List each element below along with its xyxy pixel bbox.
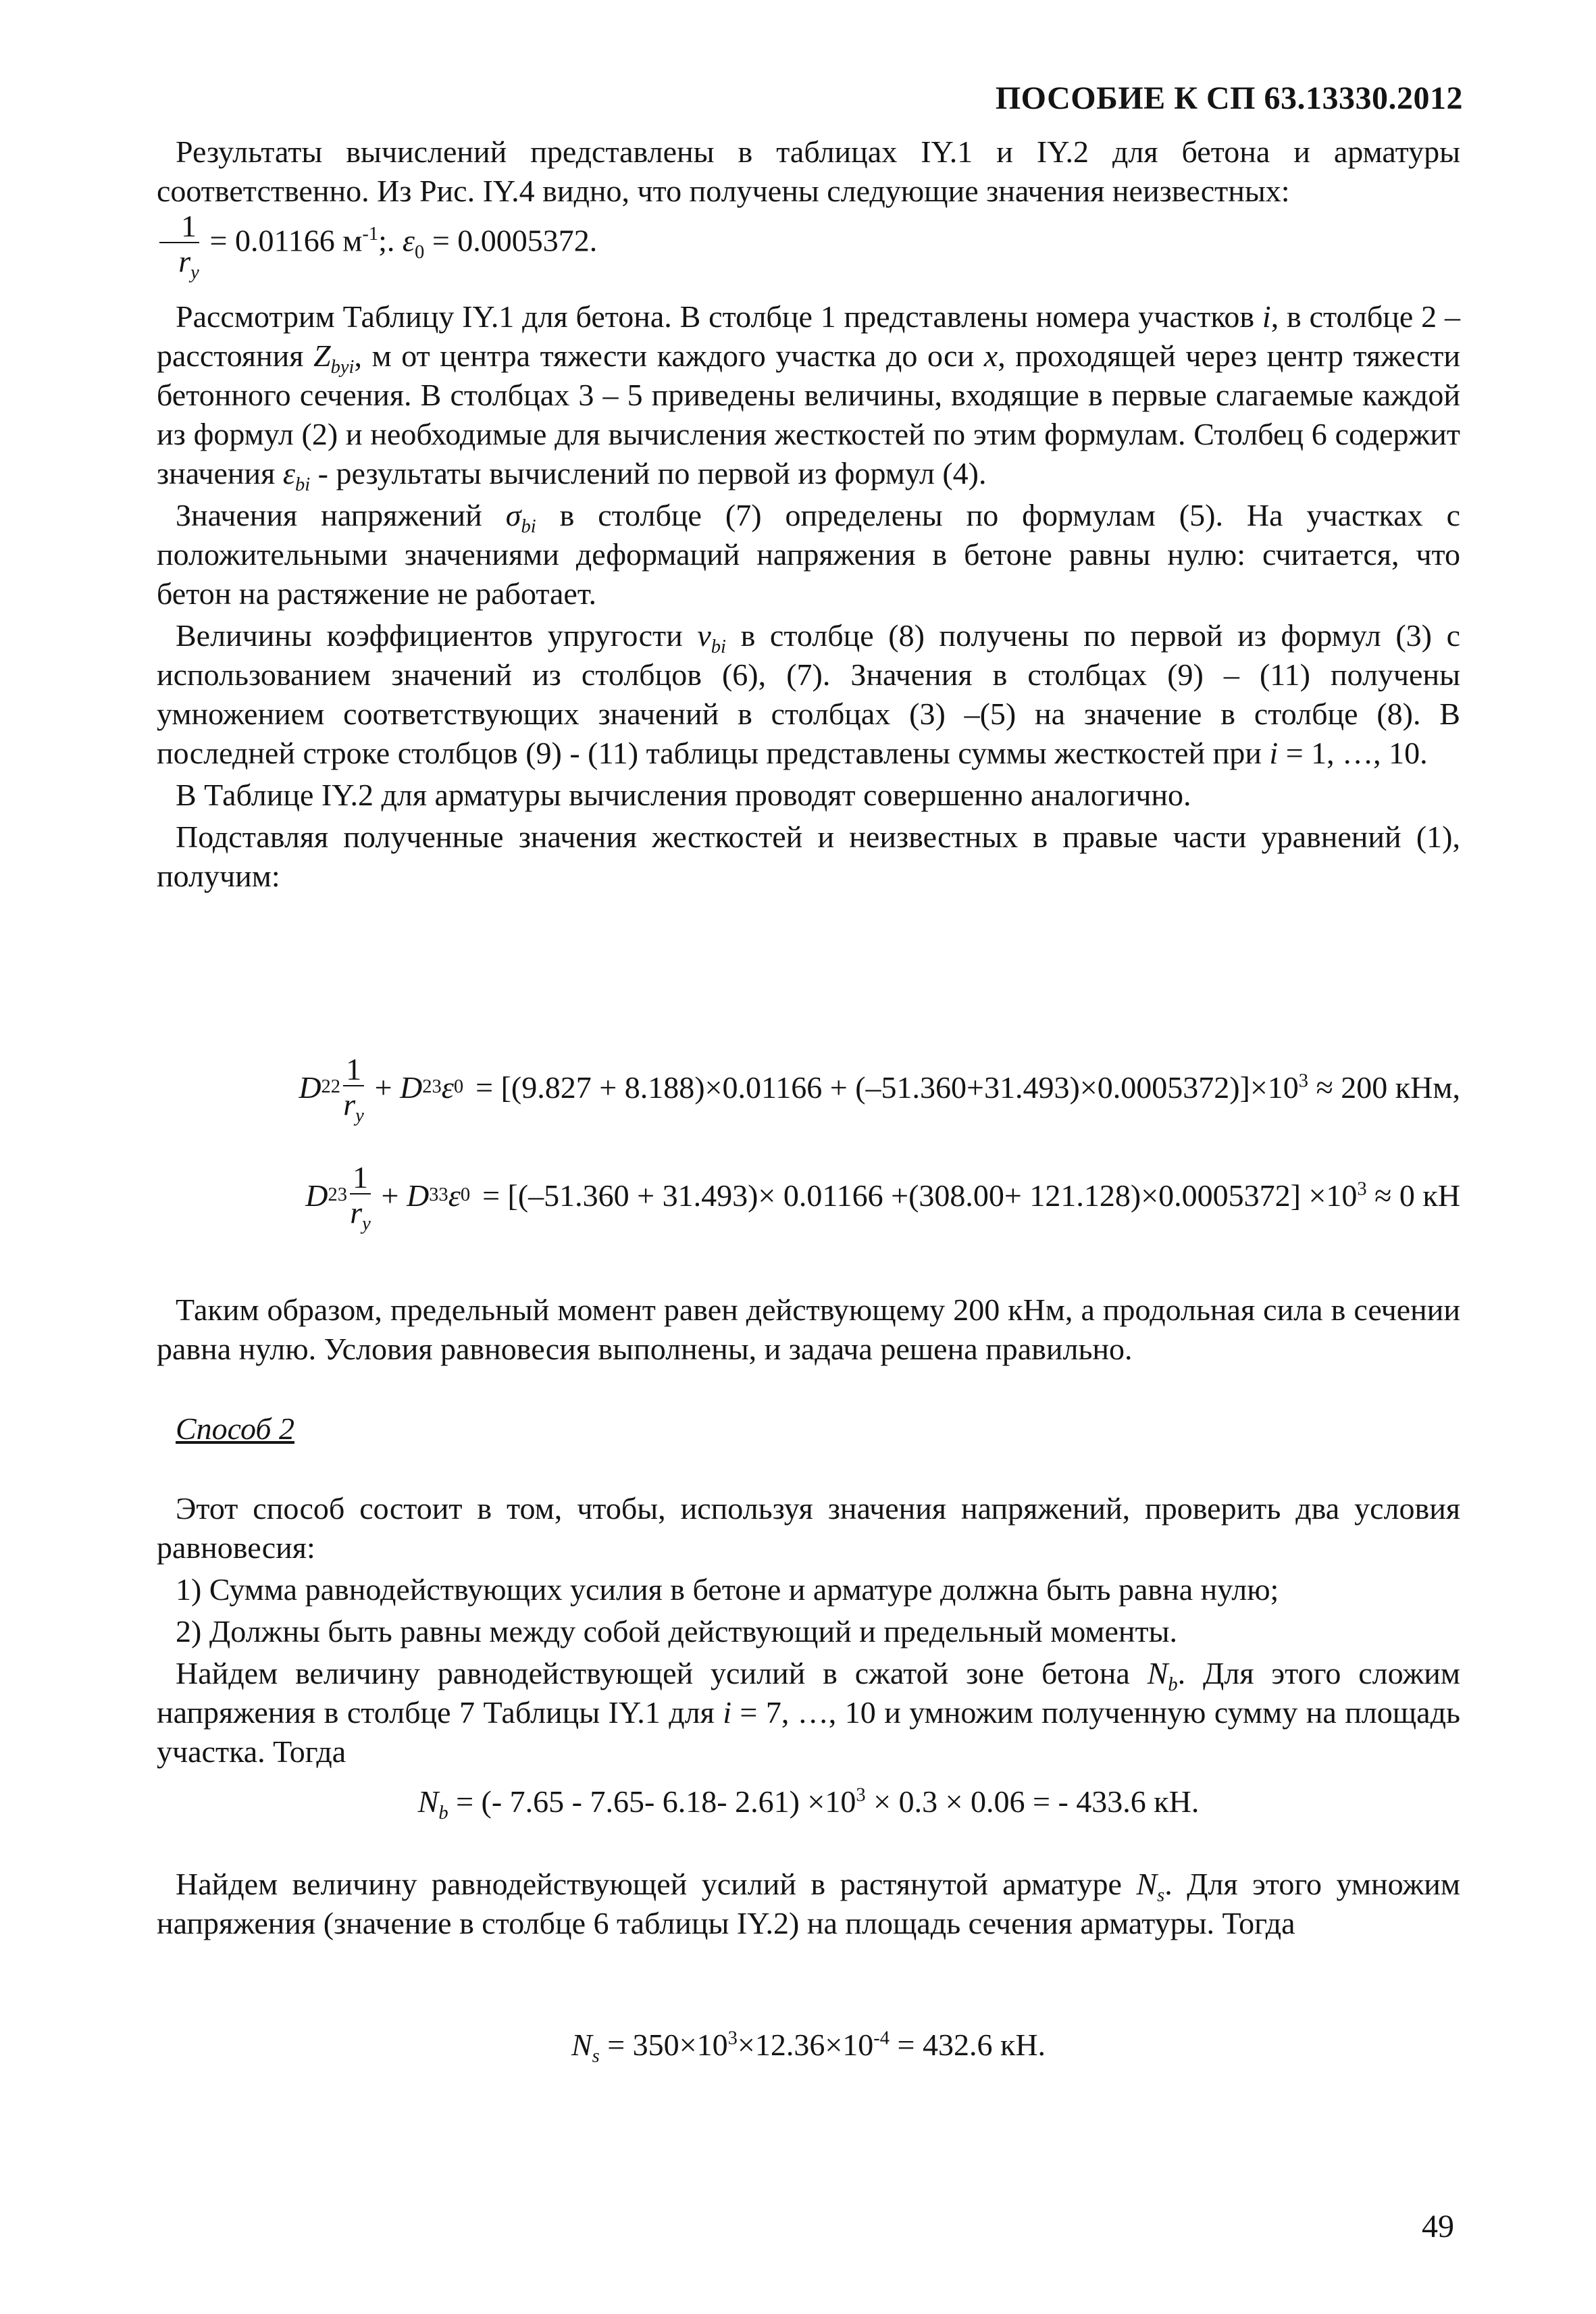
fraction-1-over-ry: $\frac{1}{r_y}$ xyxy=(159,211,199,277)
body-text-middle xyxy=(157,1290,1460,1771)
list-item-1: 1) Сумма равнодействующих усилия в бетоне и арматуре должна быть равна нулю; xyxy=(176,1572,1279,1607)
section-heading: Способ 2 xyxy=(176,1411,294,1446)
paragraph-method2: Этот способ состоит в том, чтобы, используя значения напряжений, проверить два условия равновесия: xyxy=(157,1491,1460,1565)
paragraph-substituting: Подставляя полученные значения жесткостей и неизвестных в правые части уравнений (1), получим: xyxy=(157,820,1460,893)
paragraph-ns: Найдем величину равнодействующей усилий в растянутой арматуре $N_s$. Для этого умножим напряжения (значение в столбце 6 таблицы IY.2) на площадь сечения арматуры. Тогда xyxy=(157,1867,1461,1940)
paragraph-elasticity: Величины коэффициентов упругости $\nu_{bi}$ в столбце (8) получены по первой из формул (3) с использованием значений из столбцов (6), (7). Значения в столбцах (9) – (11) получены умножением соответствующих значений в столбцах (3) –(5) на значение в столбце (8). В последней строке столбцов (9) - (11) таблицы представлены суммы жесткостей при i = 1, …, 10. xyxy=(157,618,1461,770)
equation-nb: $N_b$ = (- 7.65 - 7.65- 6.18- $2.61) \times 10^3 \times 0.3 \times 0.06$ = - 433.6 кН. xyxy=(417,1784,1200,1824)
paragraph-results: Результаты вычислений представлены в таблицах IY.1 и IY.2 для бетона и арматуры соответственно. Из Рис. IY.4 видно, что получены следующие значения неизвестных: $\frac{1}{r_y}$ = 0.01166 $м^{-1}$;. $\varepsilon_0 = 0.0005372$. xyxy=(157,134,1460,284)
equation-force: D 23 $\frac{1}{r_y}$ + D 33 ε 0 = $[(-51.360 + 31.493)\times 0.01166 +(308.00+ 121.128)\times 0.0005372] \times 10^3 \approx 0$ кН xyxy=(305,1160,1460,1235)
list-item-2: 2) Должны быть равны между собой действующий и предельный моменты. xyxy=(176,1614,1178,1649)
page-number: 49 xyxy=(1422,2209,1454,2244)
paragraph-table-concrete: Рассмотрим Таблицу IY.1 для бетона. В столбце 1 представлены номера участков i, в столбце 2 – расстояния $Z_{byi}$, м от центра тяжести каждого участка до оси x, проходящей через центр тяжести бетонного сечения. В столбцах 3 – 5 приведены величины, входящие в первые слагаемые каждой из формул (2) и необходимые для вычисления жесткостей по этим формулам. Столбец 6 содержит значения $\varepsilon_{bi}$ - результаты вычислений по первой из формул (4). xyxy=(157,299,1460,496)
running-header: ПОСОБИЕ К СП 63.13330.2012 xyxy=(995,80,1463,116)
paragraph-table-rebar: В Таблице IY.2 для арматуры вычисления проводят совершенно аналогично. xyxy=(176,778,1191,812)
paragraph-stresses: Значения напряжений $\sigma_{bi}$ в столбце (7) определены по формулам (5). На участках с положительными значениями деформаций напряжения в бетоне равны нулю: считается, что бетон на растяжение не работает. xyxy=(157,498,1460,611)
body-text-bottom xyxy=(157,1865,1460,1943)
equation-moment: D 22 $\frac{1}{r_y}$ + D 23 ε 0 = $[(9.827 + 8.188)\times 0.01166 + (-51.360+31.493)\times 0.0005372)]\times 10^3 \approx 200$ кНм, xyxy=(299,1052,1460,1127)
paragraph-nb: Найдем величину равнодействующей усилий в сжатой зоне бетона $N_b$. Для этого сложим напряжения в столбце 7 Таблицы IY.1 для i = 7, …, 10 и умножим полученную сумму на площадь участка. Тогда xyxy=(157,1656,1460,1769)
paragraph-conclusion: Таким образом, предельный момент равен действующему 200 кНм, а продольная сила в сечении равна нулю. Условия равновесия выполнены, и задача решена правильно. xyxy=(157,1292,1460,1366)
body-text-top xyxy=(157,132,1460,896)
equation-ns: $N_s = 350\times 10^3\times 12.36\times 10^{-4} = 432.6$ кН. xyxy=(571,2028,1046,2067)
